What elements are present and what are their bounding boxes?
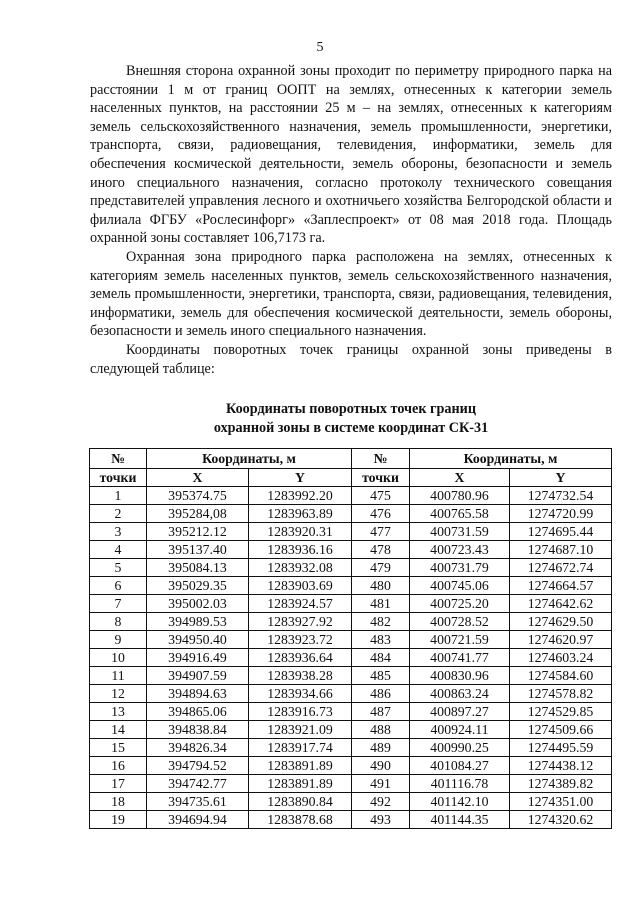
cell-x-left: 394742.77	[147, 775, 249, 793]
cell-point-no-right: 485	[352, 667, 410, 685]
cell-y-right: 1274720.99	[510, 505, 612, 523]
header-coords-left: Координаты, м	[147, 449, 352, 469]
header-point-left: точки	[90, 469, 147, 487]
table-row	[90, 703, 612, 721]
cell-y-left: 1283934.66	[249, 685, 352, 703]
cell-y-left: 1283878.68	[249, 811, 352, 829]
cell-x-left: 394950.40	[147, 631, 249, 649]
cell-y-right: 1274509.66	[510, 721, 612, 739]
coordinates-table-body	[90, 487, 612, 829]
cell-y-left: 1283932.08	[249, 559, 352, 577]
cell-y-right: 1274687.10	[510, 541, 612, 559]
table-row	[90, 631, 612, 649]
page-number: 5	[316, 40, 324, 55]
cell-point-no-right: 490	[352, 757, 410, 775]
cell-x-right: 400745.06	[410, 577, 510, 595]
cell-point-no-right: 491	[352, 775, 410, 793]
header-coords-right: Координаты, м	[410, 449, 612, 469]
cell-y-right: 1274495.59	[510, 739, 612, 757]
paragraph-land-categories: Охранная зона природного парка расположена на землях, отнесенных к категориям земель населенных пунктов, земель сельскохозяйственного назначения, земель промышленности, энергетики, транспорта, связи, радиовещания, телевидения, информатики, земель для обеспечения космической деятельности, земель обороны, безопасности и земель иного специального назначения.	[90, 248, 612, 340]
cell-y-left: 1283992.20	[249, 487, 352, 505]
table-row	[90, 685, 612, 703]
cell-point-no-right: 488	[352, 721, 410, 739]
cell-y-left: 1283927.92	[249, 613, 352, 631]
cell-point-no-left: 10	[90, 649, 147, 667]
cell-x-left: 394989.53	[147, 613, 249, 631]
cell-point-no-right: 493	[352, 811, 410, 829]
paragraph-table-intro: Координаты поворотных точек границы охранной зоны приведены в следующей таблице:	[90, 341, 612, 377]
cell-point-no-left: 11	[90, 667, 147, 685]
cell-point-no-right: 480	[352, 577, 410, 595]
cell-x-left: 394838.84	[147, 721, 249, 739]
cell-point-no-right: 487	[352, 703, 410, 721]
cell-y-right: 1274320.62	[510, 811, 612, 829]
header-y-left: Y	[249, 469, 352, 487]
cell-y-left: 1283916.73	[249, 703, 352, 721]
table-row	[90, 757, 612, 775]
cell-y-left: 1283923.72	[249, 631, 352, 649]
cell-x-right: 400741.77	[410, 649, 510, 667]
coordinates-table	[89, 448, 612, 829]
cell-x-left: 394907.59	[147, 667, 249, 685]
cell-point-no-left: 2	[90, 505, 147, 523]
cell-x-left: 394865.06	[147, 703, 249, 721]
table-row	[90, 487, 612, 505]
cell-x-left: 394794.52	[147, 757, 249, 775]
cell-point-no-right: 489	[352, 739, 410, 757]
cell-point-no-right: 482	[352, 613, 410, 631]
table-row	[90, 739, 612, 757]
cell-x-right: 401142.10	[410, 793, 510, 811]
cell-point-no-right: 477	[352, 523, 410, 541]
table-row	[90, 721, 612, 739]
cell-x-left: 395284,08	[147, 505, 249, 523]
cell-y-right: 1274629.50	[510, 613, 612, 631]
cell-x-left: 394894.63	[147, 685, 249, 703]
cell-y-left: 1283924.57	[249, 595, 352, 613]
cell-point-no-left: 1	[90, 487, 147, 505]
cell-x-left: 395374.75	[147, 487, 249, 505]
cell-point-no-right: 479	[352, 559, 410, 577]
cell-y-left: 1283921.09	[249, 721, 352, 739]
cell-point-no-right: 483	[352, 631, 410, 649]
cell-y-right: 1274584.60	[510, 667, 612, 685]
cell-point-no-left: 8	[90, 613, 147, 631]
table-row	[90, 613, 612, 631]
table-row	[90, 577, 612, 595]
table-title-line-1: Координаты поворотных точек границ	[225, 401, 477, 417]
header-x-right: X	[410, 469, 510, 487]
cell-y-left: 1283890.84	[249, 793, 352, 811]
cell-point-no-right: 478	[352, 541, 410, 559]
cell-y-right: 1274603.24	[510, 649, 612, 667]
cell-x-left: 395137.40	[147, 541, 249, 559]
cell-point-no-left: 7	[90, 595, 147, 613]
cell-point-no-left: 9	[90, 631, 147, 649]
cell-x-right: 401144.35	[410, 811, 510, 829]
cell-point-no-right: 492	[352, 793, 410, 811]
cell-point-no-left: 16	[90, 757, 147, 775]
cell-y-right: 1274695.44	[510, 523, 612, 541]
table-row	[90, 667, 612, 685]
cell-point-no-left: 14	[90, 721, 147, 739]
cell-point-no-right: 481	[352, 595, 410, 613]
cell-y-left: 1283891.89	[249, 775, 352, 793]
cell-point-no-left: 15	[90, 739, 147, 757]
cell-y-right: 1274578.82	[510, 685, 612, 703]
table-row	[90, 793, 612, 811]
cell-x-right: 400721.59	[410, 631, 510, 649]
cell-x-left: 394826.34	[147, 739, 249, 757]
cell-point-no-left: 13	[90, 703, 147, 721]
header-y-right: Y	[510, 469, 612, 487]
cell-point-no-right: 486	[352, 685, 410, 703]
cell-point-no-left: 5	[90, 559, 147, 577]
cell-x-right: 400731.79	[410, 559, 510, 577]
header-x-left: X	[147, 469, 249, 487]
header-point-right: точки	[352, 469, 410, 487]
cell-y-left: 1283903.69	[249, 577, 352, 595]
paragraph-outer-boundary: Внешняя сторона охранной зоны проходит по периметру природного парка на расстоянии 1 м от границ ООПТ на землях, отнесенных к категории земель населенных пунктов, на расстоянии 25 м – на землях, отнесенных к категориям земель сельскохозяйственного назначения, земель промышленности, энергетики, транспорта, связи, радиовещания, телевидения, информатики, земель для обеспечения космической деятельности, земель обороны, безопасности и земель иного специального назначения, согласно протоколу технического совещания представителей управления лесного и охотничьего хозяйства Белгородской области и филиала ФГБУ «Рослесинфорг» «Заплеспроект» от 08 мая 2018 года. Площадь охранной зоны составляет 106,7173 га.	[90, 63, 612, 247]
cell-y-left: 1283917.74	[249, 739, 352, 757]
cell-y-right: 1274529.85	[510, 703, 612, 721]
cell-point-no-left: 4	[90, 541, 147, 559]
cell-x-right: 400728.52	[410, 613, 510, 631]
cell-x-right: 401084.27	[410, 757, 510, 775]
cell-x-left: 394735.61	[147, 793, 249, 811]
cell-x-left: 394694.94	[147, 811, 249, 829]
table-title-line-2: охранной зоны в системе координат СК-31	[213, 419, 489, 436]
document-body	[90, 62, 612, 378]
cell-x-right: 400897.27	[410, 703, 510, 721]
cell-y-left: 1283936.64	[249, 649, 352, 667]
cell-point-no-right: 475	[352, 487, 410, 505]
cell-point-no-left: 12	[90, 685, 147, 703]
header-no-left: №	[90, 449, 147, 469]
cell-x-left: 395212.12	[147, 523, 249, 541]
cell-point-no-left: 18	[90, 793, 147, 811]
cell-x-right: 400780.96	[410, 487, 510, 505]
cell-x-right: 400731.59	[410, 523, 510, 541]
cell-y-right: 1274664.57	[510, 577, 612, 595]
cell-point-no-left: 3	[90, 523, 147, 541]
cell-y-right: 1274351.00	[510, 793, 612, 811]
cell-y-right: 1274389.82	[510, 775, 612, 793]
table-row	[90, 505, 612, 523]
cell-point-no-right: 484	[352, 649, 410, 667]
cell-x-left: 395029.35	[147, 577, 249, 595]
cell-x-left: 394916.49	[147, 649, 249, 667]
cell-x-right: 400723.43	[410, 541, 510, 559]
table-row	[90, 595, 612, 613]
cell-y-left: 1283936.16	[249, 541, 352, 559]
cell-x-right: 400830.96	[410, 667, 510, 685]
cell-y-left: 1283891.89	[249, 757, 352, 775]
cell-x-left: 395084.13	[147, 559, 249, 577]
cell-y-right: 1274438.12	[510, 757, 612, 775]
cell-x-right: 400924.11	[410, 721, 510, 739]
cell-y-right: 1274620.97	[510, 631, 612, 649]
cell-x-right: 400990.25	[410, 739, 510, 757]
cell-x-right: 401116.78	[410, 775, 510, 793]
cell-x-right: 400765.58	[410, 505, 510, 523]
table-title	[90, 400, 612, 437]
cell-y-right: 1274642.62	[510, 595, 612, 613]
cell-point-no-right: 476	[352, 505, 410, 523]
cell-y-right: 1274732.54	[510, 487, 612, 505]
header-no-right: №	[352, 449, 410, 469]
cell-y-left: 1283963.89	[249, 505, 352, 523]
cell-point-no-left: 6	[90, 577, 147, 595]
cell-point-no-left: 17	[90, 775, 147, 793]
cell-y-right: 1274672.74	[510, 559, 612, 577]
table-row	[90, 649, 612, 667]
table-row	[90, 559, 612, 577]
cell-x-right: 400863.24	[410, 685, 510, 703]
cell-y-left: 1283920.31	[249, 523, 352, 541]
table-row	[90, 775, 612, 793]
cell-x-right: 400725.20	[410, 595, 510, 613]
table-row	[90, 541, 612, 559]
table-row	[90, 811, 612, 829]
cell-point-no-left: 19	[90, 811, 147, 829]
cell-y-left: 1283938.28	[249, 667, 352, 685]
cell-x-left: 395002.03	[147, 595, 249, 613]
table-row	[90, 523, 612, 541]
